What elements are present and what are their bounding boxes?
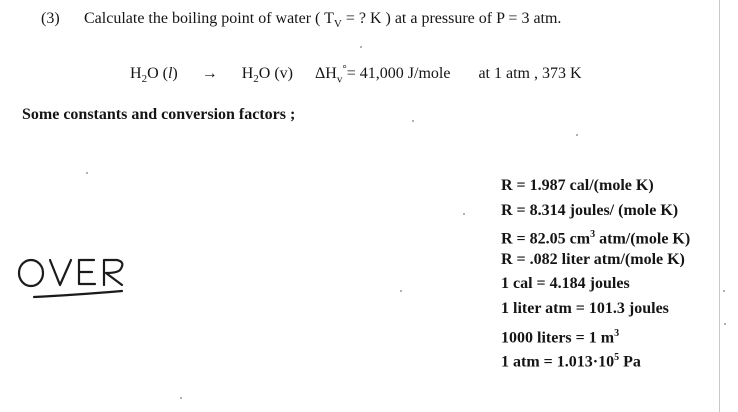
section-heading: Some constants and conversion factors ; (22, 106, 296, 123)
product-symbol: H (241, 65, 254, 83)
constant-text: R = .082 liter atm/(mole K) (501, 250, 685, 268)
question-text-end: = ? K ) at a pressure of P = 3 atm. (341, 10, 562, 27)
reaction-conditions: at 1 atm , 373 K (478, 65, 582, 83)
scan-speck (724, 323, 726, 325)
reactant-symbol: H (130, 65, 142, 83)
constant-line (501, 223, 690, 248)
enthalpy-value: = 41,000 J/mole (346, 65, 451, 83)
constant-text: R = 1.987 cal/(mole K) (501, 177, 654, 194)
scan-speck (86, 172, 88, 174)
handwritten-over-note (14, 248, 154, 308)
scan-speck (576, 134, 578, 136)
scan-speck (400, 290, 402, 292)
reaction-equation (130, 63, 582, 86)
constant-superscript: 3 (614, 327, 620, 339)
constant-text-post: Pa (619, 353, 641, 371)
enthalpy-label: ΔH (315, 65, 337, 83)
product-rest: O (v) (258, 65, 294, 83)
constant-text: R = 82.05 cm (501, 230, 591, 248)
scan-speck (463, 213, 465, 215)
scan-edge-line (719, 0, 720, 412)
constant-line (501, 174, 690, 199)
constant-text: 1 cal = 4.184 joules (501, 275, 630, 293)
scan-speck (360, 46, 362, 48)
constant-text-post: atm/(mole K) (595, 230, 691, 248)
reactant-subscript: 2 (141, 73, 148, 86)
constant-line (501, 272, 690, 297)
enthalpy (315, 63, 450, 86)
reactant-phase: l (167, 65, 173, 83)
constant-text: 1000 liters = 1 m (501, 328, 615, 346)
product-subscript: 2 (253, 73, 259, 86)
reactant-rest: O ( (147, 65, 168, 83)
constant-superscript: 5 (614, 352, 620, 364)
reaction-arrow: → (201, 65, 218, 83)
constants-list (501, 174, 690, 371)
scan-speck (180, 397, 182, 399)
constant-text: R = 8.314 joules/ (mole K) (501, 201, 679, 219)
reactant (130, 65, 178, 85)
question-text-start: Calculate the boiling point of water ( T (84, 10, 334, 27)
constant-line (501, 322, 690, 347)
question-subscript: V (333, 18, 342, 31)
constant-line (501, 248, 690, 273)
scan-speck (412, 120, 414, 122)
product (242, 65, 293, 85)
enthalpy-superscript: ° (342, 63, 347, 75)
constant-text: 1 liter atm = 101.3 joules (501, 299, 669, 317)
constant-superscript: 3 (590, 229, 596, 241)
question-number: (3) (41, 10, 60, 27)
constant-line (501, 199, 690, 224)
enthalpy-subscript: v (336, 73, 343, 86)
constant-line (501, 297, 690, 322)
constant-line (501, 346, 690, 371)
scan-speck (723, 290, 725, 292)
constant-text: 1 atm = 1.013·10 (501, 353, 615, 371)
reactant-close: ) (172, 65, 178, 83)
question-text (84, 10, 561, 30)
